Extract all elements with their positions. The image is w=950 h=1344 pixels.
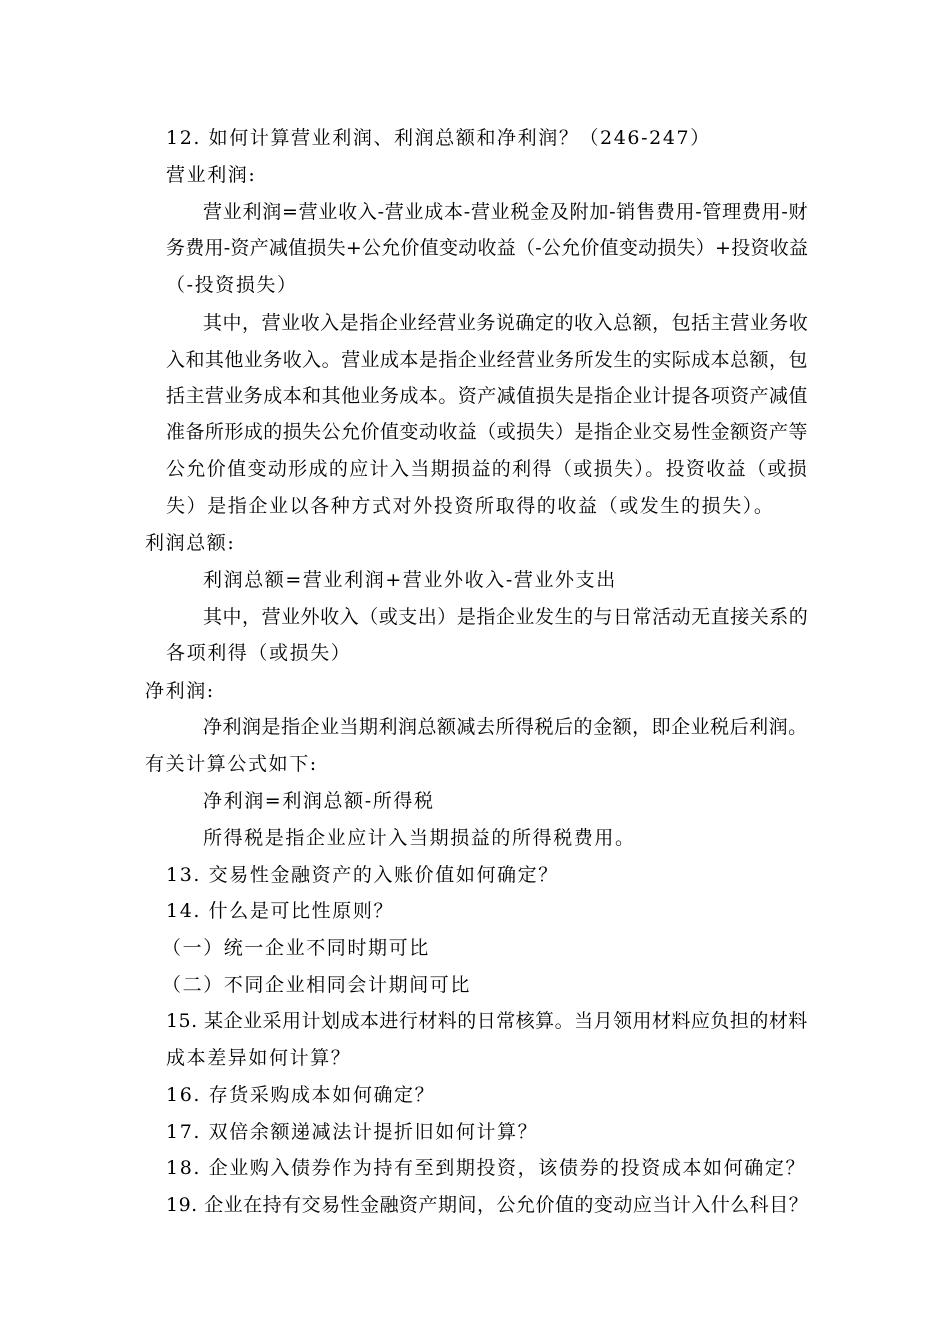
total-profit-heading: 利润总额:	[145, 532, 236, 554]
operating-profit-formula-line: （-投资损失）	[166, 274, 298, 296]
operating-profit-explain-line: 公允价值变动形成的应计入当期损益的利得（或损失）。投资收益（或损	[166, 458, 809, 480]
question-17: 17. 双倍余额递减法计提折旧如何计算？	[166, 1121, 539, 1143]
question-19: 19. 企业在持有交易性金融资产期间，公允价值的变动应当计入什么科目？	[166, 1194, 809, 1216]
operating-profit-formula-line: 务费用-资产减值损失+公允价值变动收益（-公允价值变动损失）+投资收益	[166, 237, 809, 259]
operating-profit-explain-line: 准备所形成的损失公允价值变动收益（或损失）是指企业交易性金额资产等	[166, 421, 808, 443]
total-profit-formula: 利润总额=营业利润+营业外收入-营业外支出	[203, 569, 617, 591]
total-profit-explain-line: 各项利得（或损失）	[166, 642, 352, 664]
question-13: 13. 交易性金融资产的入账价值如何确定？	[166, 864, 559, 886]
question-18: 18. 企业购入债券作为持有至到期投资，该债券的投资成本如何确定？	[166, 1157, 807, 1179]
income-tax-note: 所得税是指企业应计入当期损益的所得税费用。	[203, 827, 636, 849]
question-14-item: （一）统一企业不同时期可比	[162, 937, 430, 959]
question-16: 16. 存货采购成本如何确定？	[166, 1084, 436, 1106]
question-12-title: 12. 如何计算营业利润、利润总额和净利润？（246-247）	[166, 127, 711, 149]
operating-profit-explain-line: 括主营业务成本和其他业务成本。资产减值损失是指企业计提各项资产减值	[166, 385, 808, 407]
net-profit-formula: 净利润=利润总额-所得税	[203, 790, 435, 812]
operating-profit-explain-line: 其中，营业收入是指企业经营业务说确定的收入总额，包括主营业务收	[203, 312, 809, 334]
question-14-item: （二）不同企业相同会计期间可比	[162, 974, 472, 996]
question-14-title: 14. 什么是可比性原则？	[166, 900, 395, 922]
operating-profit-heading: 营业利润:	[166, 164, 257, 186]
net-profit-heading: 净利润:	[145, 680, 215, 702]
net-profit-formula-intro: 有关计算公式如下:	[145, 753, 318, 775]
operating-profit-formula-line: 营业利润=营业收入-营业成本-营业税金及附加-销售费用-管理费用-财	[203, 201, 809, 223]
operating-profit-explain-line: 失）是指企业以各种方式对外投资所取得的收益（或发生的损失）。	[166, 495, 775, 517]
question-15-line: 15. 某企业采用计划成本进行材料的日常核算。当月领用材料应负担的材料	[166, 1010, 808, 1032]
question-15-line: 成本差异如何计算？	[166, 1047, 352, 1069]
net-profit-description: 净利润是指企业当期利润总额减去所得税后的金额，即企业税后利润。	[203, 716, 808, 738]
operating-profit-explain-line: 入和其他业务收入。营业成本是指企业经营业务所发生的实际成本总额，包	[166, 349, 808, 371]
total-profit-explain-line: 其中，营业外收入（或支出）是指企业发生的与日常活动无直接关系的	[203, 606, 809, 628]
